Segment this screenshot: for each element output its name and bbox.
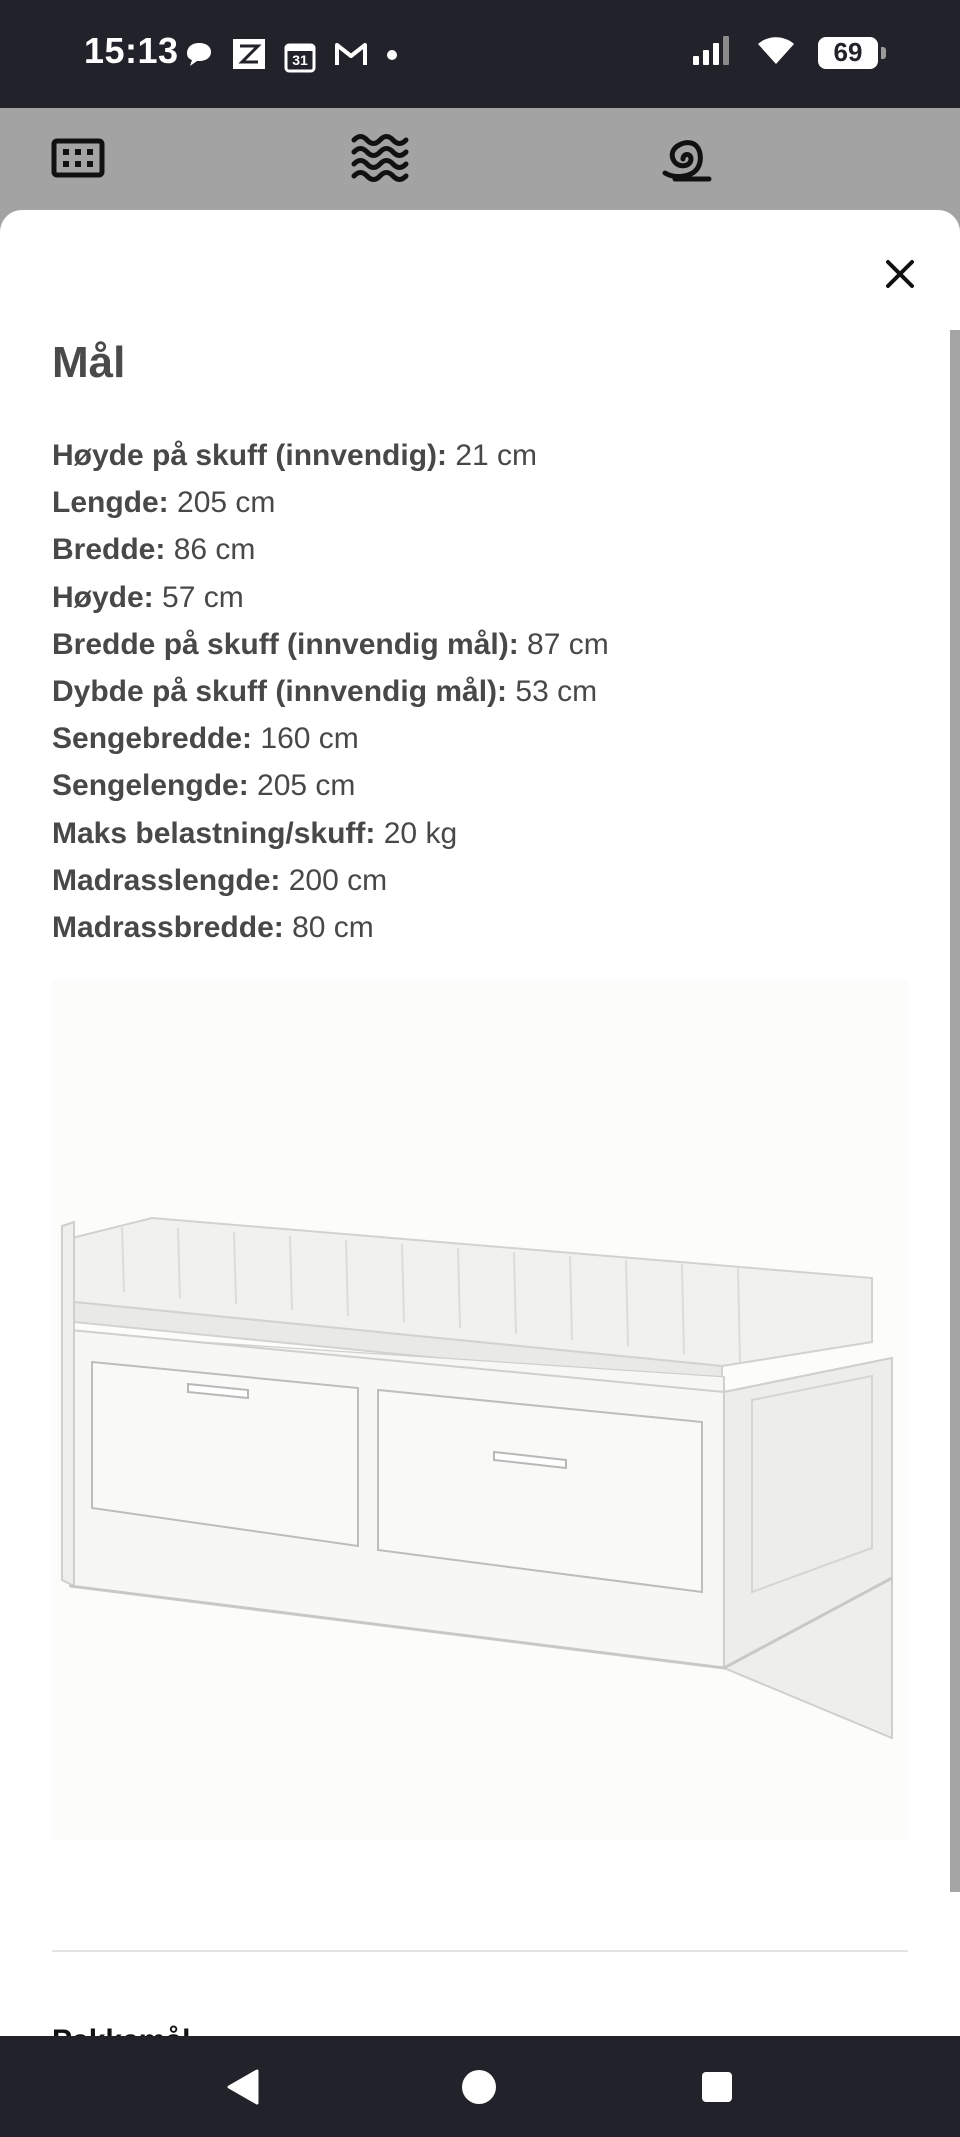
system-icons (692, 34, 878, 71)
battery-icon: 69 (818, 37, 878, 69)
wifi-icon (756, 34, 796, 71)
background-tab-bar (0, 108, 960, 210)
back-button[interactable] (216, 2060, 270, 2114)
grid-icon (48, 128, 108, 188)
section-divider (52, 1950, 908, 1952)
spec-row-bed-width (52, 715, 609, 762)
gmail-icon (334, 40, 368, 73)
spec-row-height (52, 574, 609, 621)
calendar-day: 31 (292, 51, 308, 68)
spec-value: 200 cm (280, 863, 388, 897)
spec-value: 160 cm (252, 722, 359, 756)
spec-label: Madrasslengde: (52, 863, 281, 897)
spec-value: 87 cm (518, 627, 609, 661)
spec-value: 205 cm (168, 486, 276, 520)
scrollbar[interactable] (950, 330, 960, 1892)
spec-row-length (52, 479, 609, 526)
status-time: 15:13 (84, 30, 179, 71)
spec-label: Lengde: (52, 486, 169, 520)
spec-label: Sengebredde: (52, 722, 253, 756)
spec-row-max-load (52, 810, 609, 857)
spec-label: Bredde: (52, 533, 166, 567)
sheet-title: Mål (52, 338, 126, 387)
spec-row-drawer-depth (52, 668, 609, 715)
signal-icon (692, 34, 734, 71)
close-button[interactable] (874, 248, 926, 300)
recents-icon (697, 2067, 737, 2107)
spec-row-drawer-height (52, 432, 609, 479)
spec-row-width (52, 526, 609, 573)
spec-label: Sengelengde: (52, 769, 249, 803)
spec-value: 20 kg (375, 816, 458, 850)
spec-value: 205 cm (248, 769, 356, 803)
back-icon (223, 2067, 263, 2107)
spec-label: Høyde: (52, 580, 154, 614)
spec-row-bed-length (52, 762, 609, 809)
spec-list (52, 432, 609, 951)
spec-value: 57 cm (153, 580, 244, 614)
spec-row-mattress-length (52, 857, 609, 904)
spec-label: Dybde på skuff (innvendig mål): (52, 675, 508, 709)
waves-icon (350, 128, 410, 188)
spec-label: Høyde på skuff (innvendig): (52, 439, 448, 472)
zhihu-app-icon (232, 38, 266, 75)
status-bar (0, 0, 960, 108)
recents-button[interactable] (690, 2060, 744, 2114)
spec-row-drawer-width (52, 621, 609, 668)
spec-value: 86 cm (165, 533, 256, 567)
calendar-31-icon (284, 41, 316, 73)
spec-label: Maks belastning/skuff: (52, 816, 376, 850)
spec-row-mattress-width (52, 904, 609, 951)
notification-icons (184, 38, 398, 75)
spec-label: Madrassbredde: (52, 911, 284, 945)
spec-value: 53 cm (507, 675, 598, 709)
dot-icon (386, 48, 398, 66)
dimensions-sheet (0, 210, 960, 2036)
home-button[interactable] (452, 2060, 506, 2114)
swirl-icon (652, 128, 712, 188)
product-image (52, 980, 908, 1840)
home-icon (459, 2067, 499, 2107)
chat-bubble-icon (184, 40, 214, 73)
spec-label: Bredde på skuff (innvendig mål): (52, 627, 519, 661)
navigation-bar (0, 2036, 960, 2137)
spec-value: 80 cm (283, 911, 374, 945)
close-icon (885, 259, 915, 289)
spec-value: 21 cm (447, 439, 538, 472)
